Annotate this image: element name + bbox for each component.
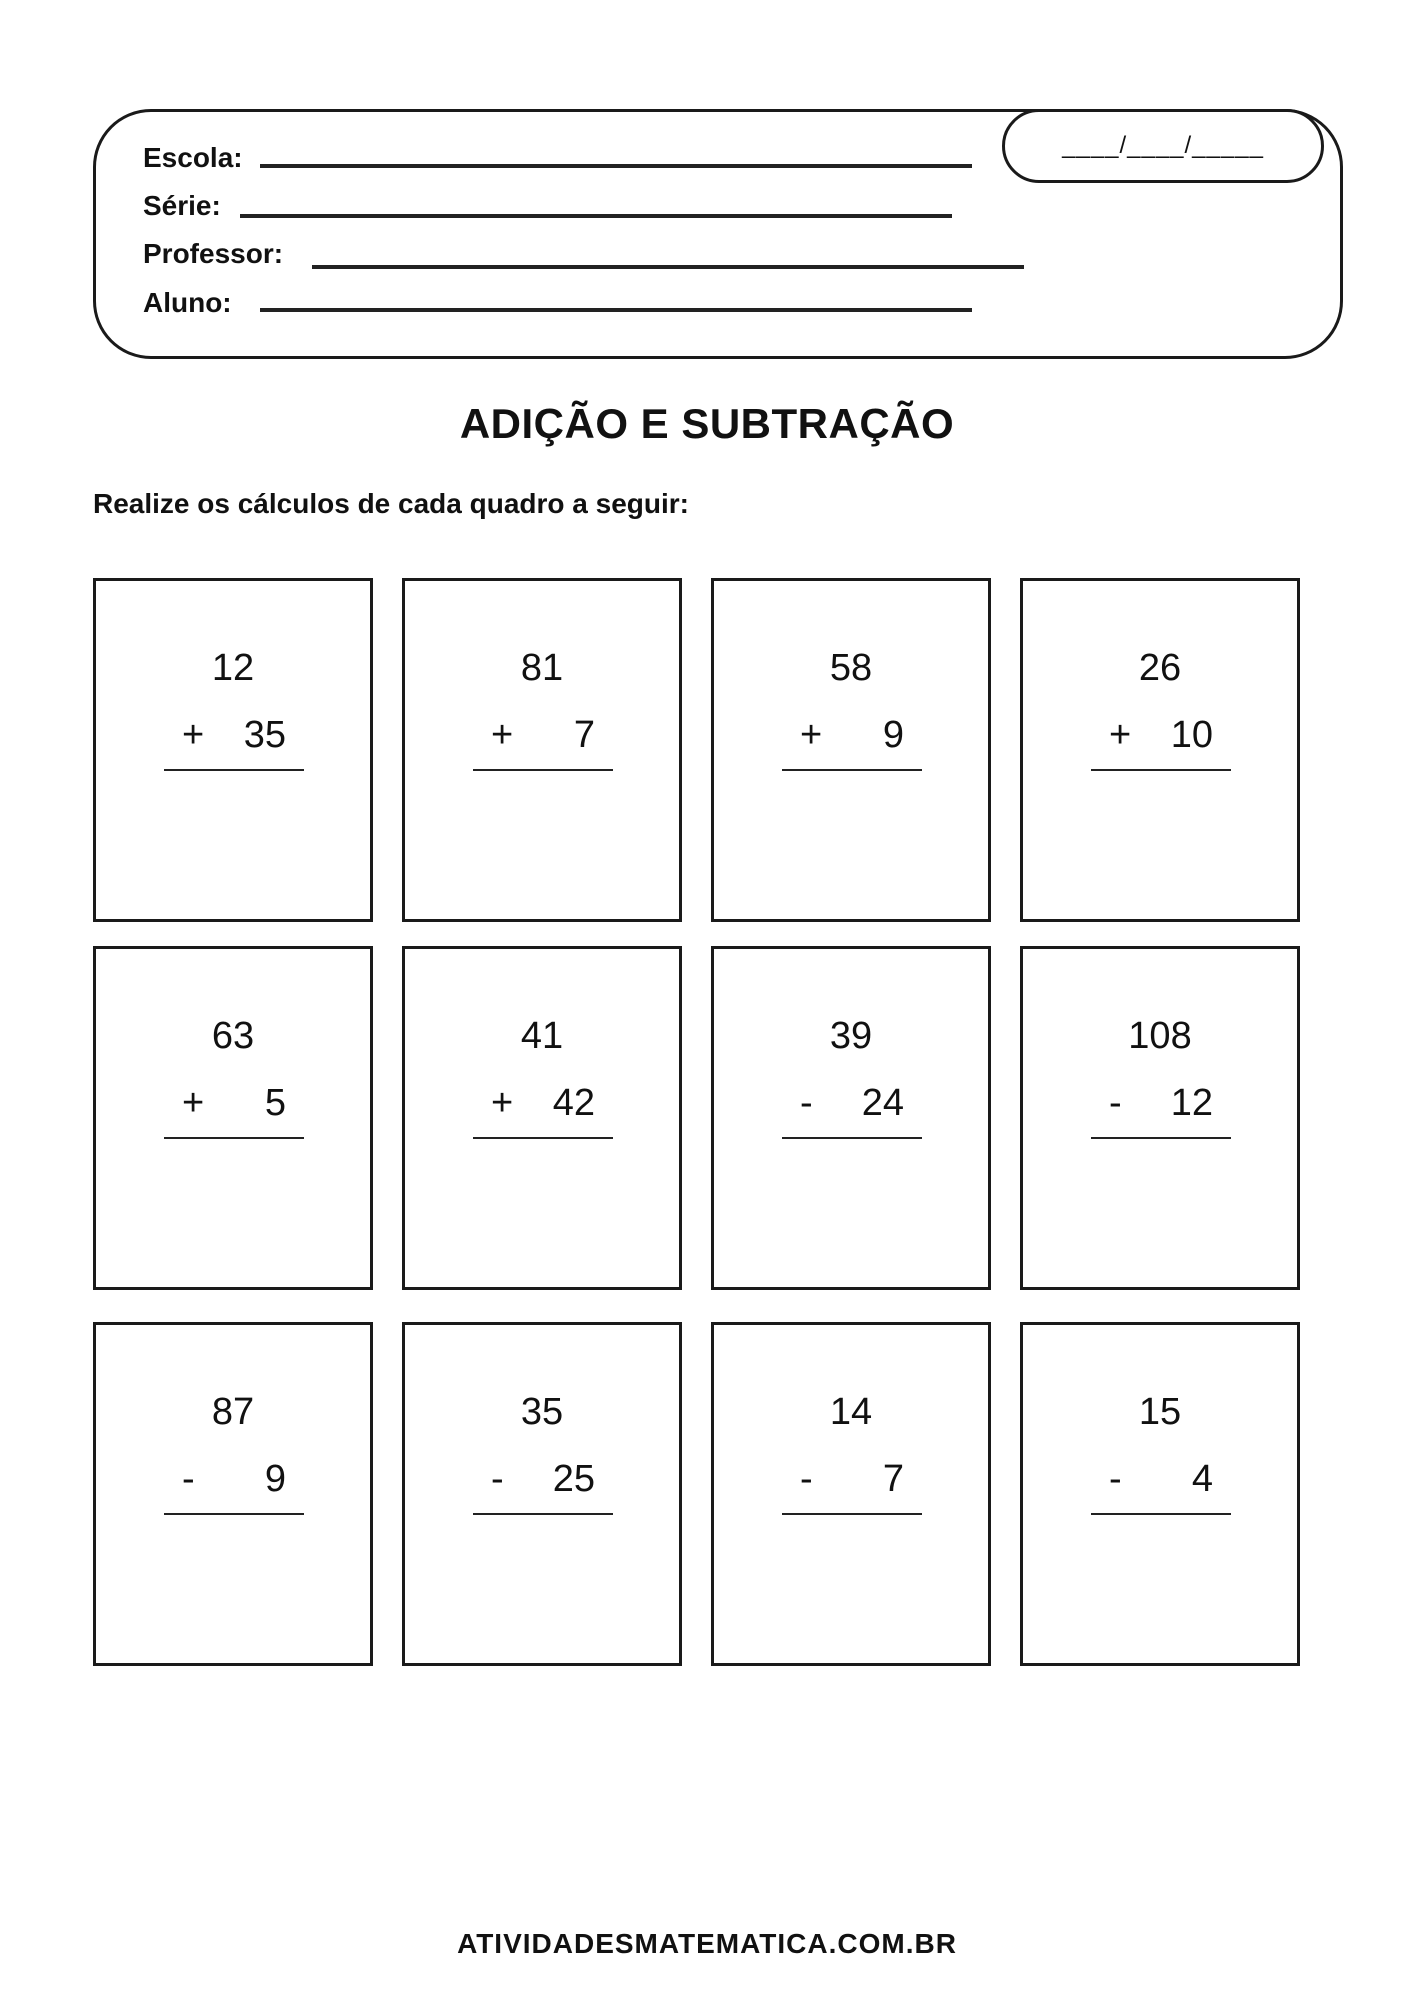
problem-answer-line — [782, 1513, 922, 1515]
problem-top-number: 14 — [829, 1391, 873, 1433]
school-label: Escola: — [143, 142, 243, 173]
problem-answer-line — [164, 769, 304, 771]
problem-answer-line — [782, 1137, 922, 1139]
problem-operation-row — [473, 1458, 613, 1506]
problem-operator: + — [182, 714, 205, 756]
problem-card[interactable] — [1020, 1322, 1300, 1666]
problem-bottom-number: 7 — [573, 714, 595, 756]
problem-top-number: 108 — [1128, 1015, 1192, 1057]
problem-bottom-number: 25 — [552, 1458, 595, 1500]
problem-bottom-number: 9 — [264, 1458, 286, 1500]
problem-operation-row — [164, 1082, 304, 1130]
problem-top-number: 15 — [1138, 1391, 1182, 1433]
teacher-line[interactable] — [312, 265, 1024, 269]
problem-bottom-number: 42 — [552, 1082, 595, 1124]
problem-card[interactable] — [93, 946, 373, 1290]
problem-operation-row — [164, 714, 304, 762]
problem-bottom-number: 35 — [243, 714, 286, 756]
problem-answer-line — [473, 769, 613, 771]
problem-operator: + — [491, 1082, 514, 1124]
problem-bottom-number: 24 — [861, 1082, 904, 1124]
problem-card[interactable] — [711, 578, 991, 922]
problem-operation-row — [782, 714, 922, 762]
problem-operator: - — [800, 1082, 813, 1124]
problem-card[interactable] — [93, 578, 373, 922]
problem-bottom-number: 9 — [882, 714, 904, 756]
problem-answer-line — [782, 769, 922, 771]
problem-bottom-number: 10 — [1170, 714, 1213, 756]
problem-answer-line — [164, 1137, 304, 1139]
problem-operation-row — [473, 1082, 613, 1130]
problem-answer-line — [1091, 769, 1231, 771]
problem-card[interactable] — [1020, 578, 1300, 922]
grade-line[interactable] — [240, 214, 952, 218]
problem-top-number: 26 — [1138, 647, 1182, 689]
school-line[interactable] — [260, 164, 972, 168]
problem-top-number: 81 — [520, 647, 564, 689]
student-label: Aluno: — [143, 287, 232, 318]
date-placeholder: ____/____/_____ — [1062, 132, 1264, 159]
problem-top-number: 35 — [520, 1391, 564, 1433]
problem-top-number: 41 — [520, 1015, 564, 1057]
problem-answer-line — [164, 1513, 304, 1515]
problem-bottom-number: 7 — [882, 1458, 904, 1500]
problem-operator: + — [491, 714, 514, 756]
problem-operation-row — [1091, 714, 1231, 762]
problem-operation-row — [164, 1458, 304, 1506]
problem-card[interactable] — [402, 946, 682, 1290]
problem-operation-row — [1091, 1458, 1231, 1506]
problem-operator: - — [491, 1458, 504, 1500]
problem-answer-line — [473, 1137, 613, 1139]
problem-card[interactable] — [1020, 946, 1300, 1290]
problem-operator: + — [182, 1082, 205, 1124]
date-box[interactable] — [1002, 109, 1324, 183]
grade-label: Série: — [143, 190, 221, 221]
problem-bottom-number: 4 — [1191, 1458, 1213, 1500]
problem-card[interactable] — [402, 578, 682, 922]
problem-top-number: 87 — [211, 1391, 255, 1433]
problem-operation-row — [1091, 1082, 1231, 1130]
teacher-label: Professor: — [143, 238, 284, 269]
problem-operator: + — [1109, 714, 1132, 756]
problem-top-number: 39 — [829, 1015, 873, 1057]
problem-card[interactable] — [711, 946, 991, 1290]
problem-operation-row — [782, 1082, 922, 1130]
problem-card[interactable] — [402, 1322, 682, 1666]
footer-website: ATIVIDADESMATEMATICA.COM.BR — [457, 1928, 957, 1959]
problem-operator: - — [182, 1458, 195, 1500]
problem-top-number: 63 — [211, 1015, 255, 1057]
problem-top-number: 58 — [829, 647, 873, 689]
student-line[interactable] — [260, 308, 972, 312]
problem-operation-row — [782, 1458, 922, 1506]
problem-card[interactable] — [93, 1322, 373, 1666]
problem-answer-line — [1091, 1513, 1231, 1515]
problem-bottom-number: 12 — [1170, 1082, 1213, 1124]
problem-operator: - — [800, 1458, 813, 1500]
problem-card[interactable] — [711, 1322, 991, 1666]
problem-operator: - — [1109, 1458, 1122, 1500]
problem-answer-line — [473, 1513, 613, 1515]
page-title: ADIÇÃO E SUBTRAÇÃO — [459, 400, 955, 447]
problem-operation-row — [473, 714, 613, 762]
problem-operator: - — [1109, 1082, 1122, 1124]
instruction-text: Realize os cálculos de cada quadro a seguir: — [93, 488, 689, 519]
problem-top-number: 12 — [211, 647, 255, 689]
problem-bottom-number: 5 — [264, 1082, 286, 1124]
problem-answer-line — [1091, 1137, 1231, 1139]
problem-operator: + — [800, 714, 823, 756]
